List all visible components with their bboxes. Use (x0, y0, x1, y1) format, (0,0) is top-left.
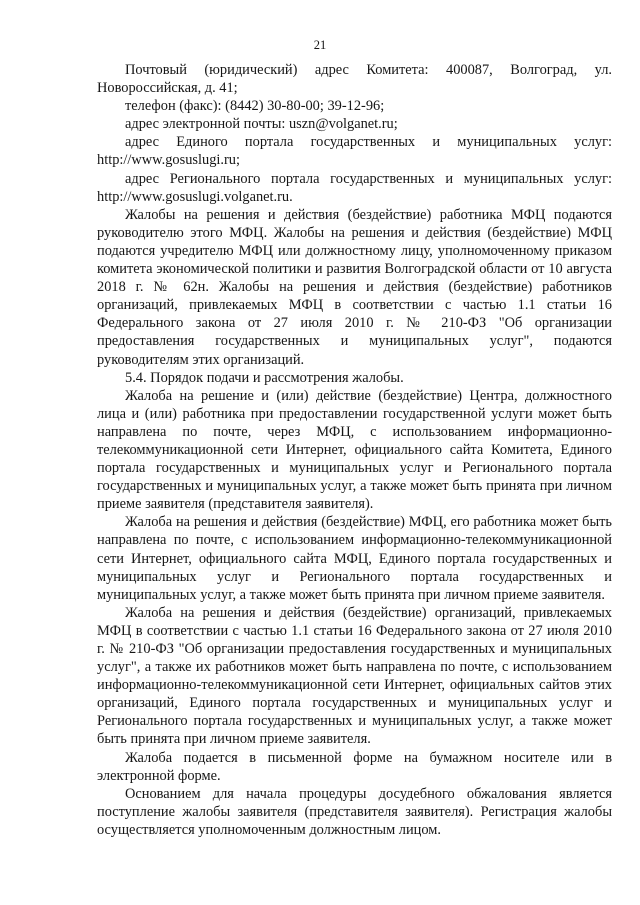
paragraph-complaint-form: Жалоба подается в письменной форме на бумажном носителе или в электронной форме. (97, 749, 612, 784)
paragraph-complaint-organizations: Жалоба на решения и действия (бездействие) организаций, привлекаемых МФЦ в соответствии с частью 1.1 статьи 16 Федерального закона от 27 июля 2010 г. № 210-ФЗ "Об организации предоставления государственных и муниципальных услуг", а также их работников может быть направлена по почте, с использованием информационно-телекоммуникационной сети Интернет, официальных сайтов этих организаций, Единого портала государственных и муниципальных услуг и Регионального портала государственных и муниципальных услуг, а также может быть принята при личном приеме заявителя. (97, 604, 612, 748)
paragraph-complaint-basis: Основанием для начала процедуры досудебного обжалования является поступление жалобы заявителя (представителя заявителя). Регистрация жалобы осуществляется уполномоченным должностным лицом. (97, 785, 612, 838)
section-heading-5-4: 5.4. Порядок подачи и рассмотрения жалобы. (125, 369, 404, 386)
page-number: 21 (313, 38, 327, 52)
paragraph-regional-portal: адрес Регионального портала государственных и муниципальных услуг: http://www.gosuslugi.volganet.ru. (97, 170, 612, 205)
paragraph-complaints-mfc: Жалобы на решения и действия (бездействие) работника МФЦ подаются руководителю этого МФЦ. Жалобы на решения и действия (бездействие) МФЦ подаются учредителю МФЦ или должностному лицу, уполномоченному приказом комитета экономической политики и развития Волгоградской области от 10 августа 2018 г. № 62н. Жалобы на решения и действия (бездействие) работников организаций, привлекаемых МФЦ в соответствии с частью 1.1 статьи 16 Федерального закона от 27 июля 2010 г. № 210-ФЗ "Об организации предоставления государственных и муниципальных услуг", подаются руководителям этих организаций. (97, 206, 612, 368)
paragraph-unified-portal: адрес Единого портала государственных и муниципальных услуг: http://www.gosuslugi.ru; (97, 134, 612, 169)
paragraph-phone-fax: телефон (факс): (8442) 30-80-00; 39-12-96; (125, 98, 385, 115)
paragraph-postal-address: Почтовый (юридический) адрес Комитета: 400087, Волгоград, ул. Новороссийская, д. 41; (97, 62, 612, 97)
paragraph-complaint-center: Жалоба на решение и (или) действие (бездействие) Центра, должностного лица и (или) работника при предоставлении государственной услуги может быть направлена по почте, через МФЦ, с использованием информационно-телекоммуникационной сети Интернет, официального сайта Комитета, Единого портала государственных и муниципальных услуг и Регионального портала государственных и муниципальных услуг, а также может быть принята при личном приеме заявителя (представителя заявителя). (97, 387, 612, 513)
paragraph-email: адрес электронной почты: uszn@volganet.ru; (125, 116, 398, 133)
document-body (97, 61, 612, 839)
paragraph-complaint-mfc-worker: Жалоба на решения и действия (бездействие) МФЦ, его работника может быть направлена по почте, с использованием информационно-телекоммуникационной сети Интернет, официального сайта МФЦ, Единого портала государственных и муниципальных услуг и Регионального портала государственных и муниципальных услуг, а также может быть принята при личном приеме заявителя. (97, 514, 612, 603)
